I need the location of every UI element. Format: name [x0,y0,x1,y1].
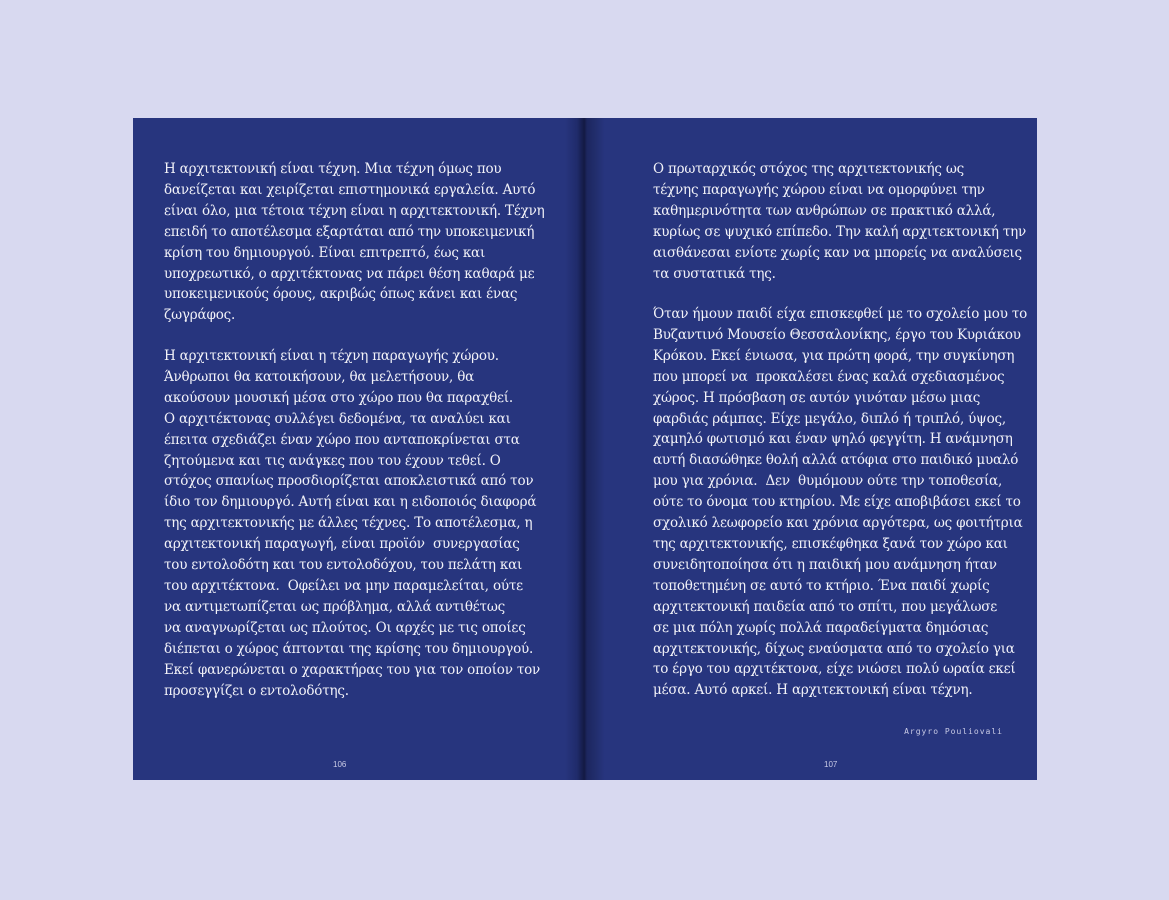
author-signature: Argyro Pouliovali [904,727,1003,736]
book-gutter-shadow [565,118,605,780]
left-paragraph-2: Η αρχιτεκτονική είναι η τέχνη παραγωγής χώρου. Άνθρωποι θα κατοικήσουν, θα μελετήσουν, θα ακούσουν μουσική μέσα στο χώρο που θα παραχθεί. Ο αρχιτέκτονας συλλέγει δεδομένα, τα αναλύει και έπειτα σχεδιάζει έναν χώρο που ανταποκρίνεται στα ζητούμενα και τις ανάγκες που του έχουν τεθεί. Ο στόχος σπανίως προσδιορίζεται αποκλειστικά από τον ίδιο τον δημιουργό. Αυτή είναι και η ειδοποιός διαφορά της αρχιτεκτονικής με άλλες τέχνες. Το αποτέλεσμα, η αρχιτεκτονική παραγωγή, είναι προϊόν συνεργασίας του εντολοδότη και του εντολοδόχου, του πελάτη και του αρχιτέκτονα. Οφείλει να μην παραμελείται, ούτε να αντιμετωπίζεται ως πρόβλημα, αλλά αντιθέτως να αναγνωρίζεται ως πλούτος. Οι αρχές με τις οποίες διέπεται ο χώρος άπτονται της κρίσης του δημιουργού. Εκεί φανερώνεται ο χαρακτήρας του για τον οποίον τον προσεγγίζει ο εντολοδότης. [164,348,541,699]
left-paragraph-1: Η αρχιτεκτονική είναι τέχνη. Μια τέχνη όμως που δανείζεται και χειρίζεται επιστημονικά εργαλεία. Αυτό είναι όλο, μια τέτοια τέχνη είναι η αρχιτεκτονική. Τέχνη επειδή το αποτέλεσμα εξαρτάται από την υποκειμενική κρίση του δημιουργού. Είναι επιτρεπτό, έως και υποχρεωτικό, ο αρχιτέκτονας να πάρει θέση καθαρά με υποκειμενικούς όρους, ακριβώς όπως κάνει και ένας ζωγράφος. [164,161,545,324]
page-number-left: 106 [333,760,347,769]
book-spread [133,118,1037,780]
page-number-right: 107 [824,760,838,769]
left-page [133,118,585,780]
right-page [585,118,1037,780]
right-paragraph-1: Ο πρωταρχικός στόχος της αρχιτεκτονικής ως τέχνης παραγωγής χώρου είναι να ομορφύνει την καθημερινότητα των ανθρώπων σε πρακτικό αλλά, κυρίως σε ψυχικό επίπεδο. Την καλή αρχιτεκτονική την αισθάνεσαι ενίοτε χωρίς καν να μπορείς να αναλύσεις τα συστατικά της. [653,161,1027,282]
right-paragraph-2: Όταν ήμουν παιδί είχα επισκεφθεί με το σχολείο μου το Βυζαντινό Μουσείο Θεσσαλονίκης, έργο του Κυριάκου Κρόκου. Εκεί ένιωσα, για πρώτη φορά, την συγκίνηση που μπορεί να προκαλέσει ένας καλά σχεδιασμένος χώρος. Η πρόσβαση σε αυτόν γινόταν μέσω μιας φαρδιάς ράμπας. Είχε μεγάλο, διπλό ή τριπλό, ύψος, χαμηλό φωτισμό και έναν ψηλό φεγγίτη. Η ανάμνηση αυτή διασώθηκε θολή αλλά ατόφια στο παιδικό μυαλό μου για χρόνια. Δεν θυμόμουν ούτε την τοποθεσία, ούτε το όνομα του κτηρίου. Με είχε αποβιβάσει εκεί το σχολικό λεωφορείο και χρόνια αργότερα, ως φοιτήτρια της αρχιτεκτονικής, επισκέφθηκα ξανά τον χώρο και συνειδητοποίησα ότι η παιδική μου ανάμνηση ήταν τοποθετημένη σε αυτό το κτήριο. Ένα παιδί χωρίς αρχιτεκτονική παιδεία από το σπίτι, που μεγάλωσε σε μια πόλη χωρίς πολλά παραδείγματα δημόσιας αρχιτεκτονικής, δίχως εναύσματα από το σχολείο για το έργο του αρχιτέκτονα, είχε νιώσει πολύ ωραία εκεί μέσα. Αυτό αρκεί. Η αρχιτεκτονική είναι τέχνη. [653,306,1028,699]
